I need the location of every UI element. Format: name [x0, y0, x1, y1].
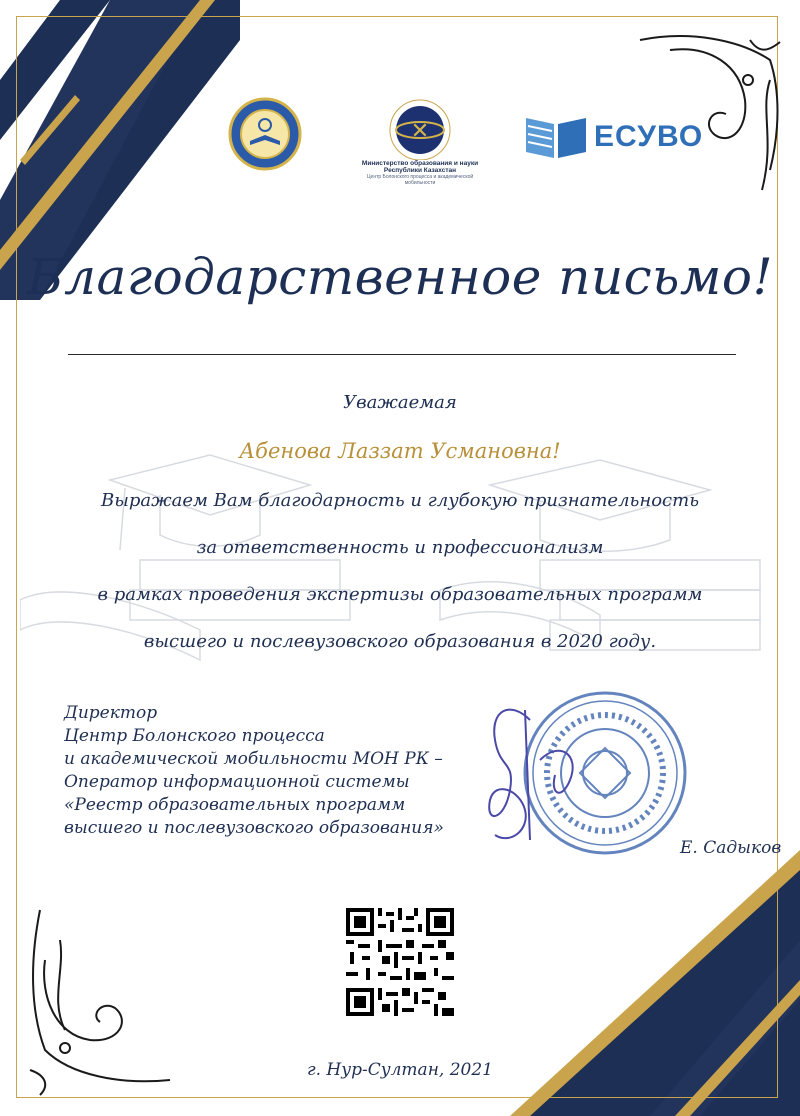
body-line-1: Выражаем Вам благодарность и глубокую признательность [100, 490, 699, 511]
ministry-seal-icon [228, 97, 302, 171]
signatory-name: Е. Садыков [680, 838, 782, 858]
position-line-3: и академической мобильности МОН РК – [64, 749, 443, 769]
recipient-name: Абенова Лаззат Усмановна! [239, 439, 561, 463]
esuvo-logo [524, 112, 704, 162]
center-logo-caption-2: Республики Казахстан [383, 167, 457, 174]
city-and-year: г. Нур-Султан, 2021 [307, 1060, 493, 1080]
position-line-1: Директор [64, 703, 158, 723]
svg-text:✕: ✕ [410, 119, 430, 144]
qr-code-icon [346, 908, 454, 1016]
center-logo-ring-text: Центр Болонского процесса и академической мобильности [366, 174, 474, 186]
center-logo-caption-1: Министерство образования и науки [361, 160, 479, 167]
body-line-3: в рамках проведения экспертизы образовательных программ [97, 584, 703, 605]
salutation: Уважаемая [343, 392, 457, 413]
esuvo-logo-icon [524, 114, 588, 160]
title-divider [68, 354, 736, 355]
body-line-4: высшего и послевузовского образования в 2020 году. [143, 631, 657, 652]
esuvo-logo-text: ЕСУВО [594, 120, 704, 153]
signatory-position [64, 702, 444, 840]
position-line-4: Оператор информационной системы [64, 772, 410, 792]
handwritten-signature-icon [470, 700, 590, 850]
position-line-2: Центр Болонского процесса [64, 726, 325, 746]
position-line-6: высшего и послевузовского образования» [64, 818, 444, 838]
bologna-center-logo-icon [385, 96, 455, 160]
bologna-center-logo [360, 96, 480, 186]
graduation-watermark-icon [20, 440, 780, 700]
body-line-2: за ответственность и профессионализм [196, 537, 604, 558]
position-line-5: «Реестр образовательных программ [64, 795, 406, 815]
letter-title: Благодарственное письмо! [26, 248, 774, 306]
